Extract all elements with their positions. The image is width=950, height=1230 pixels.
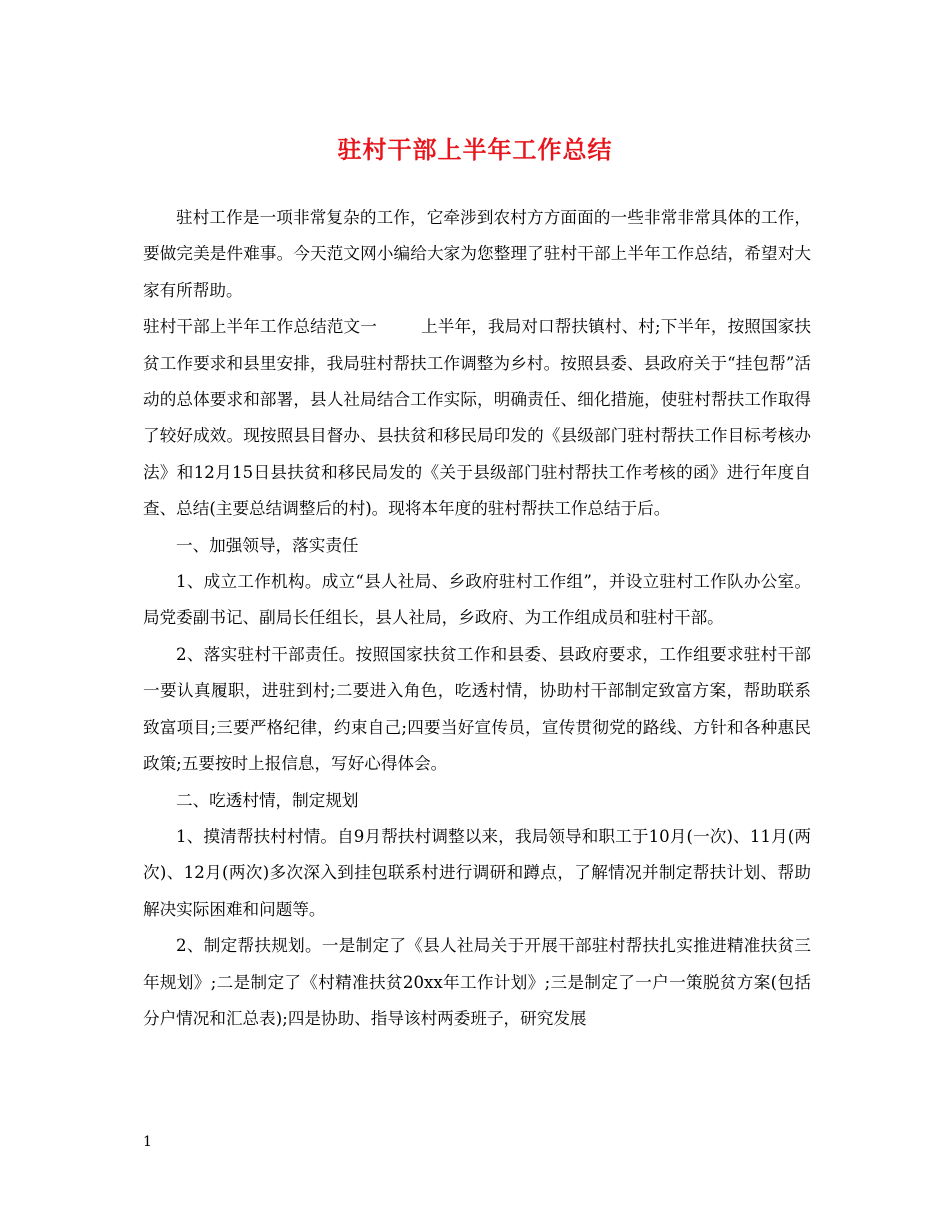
paragraph: 1、摸清帮扶村村情。自9月帮扶村调整以来，我局领导和职工于10月(一次)、11月(两次)、12月(两次)多次深入到挂包联系村进行调研和蹲点，了解情况并制定帮扶计划、帮助解决实际困难和问题等。 <box>143 826 811 919</box>
sample-lead: 上半年，我局对口帮扶镇村、村;下半年，按照国家扶贫工作要求和县里安排，我局驻村帮扶工作调整为乡村。按照县委、县政府关于“挂包帮”活动的总体要求和部署，县人社局结合工作实际，明确责任、细化措施，使驻村帮扶工作取得了较好成效。现按照县目督办、县扶贫和移民局印发的《县级部门驻村帮扶工作目标考核办法》和12月15日县扶贫和移民局发的《关于县级部门驻村帮扶工作考核的函》进行年度自查、总结(主要总结调整后的村)。现将本年度的驻村帮扶工作总结于后。 <box>143 317 812 519</box>
document-body <box>143 200 811 1037</box>
section-heading: 二、吃透村情，制定规划 <box>176 790 359 810</box>
paragraph: 2、制定帮扶规划。一是制定了《县人社局关于开展干部驻村帮扶扎实推进精准扶贫三年规划》;二是制定了《村精准扶贫20xx年工作计划》;三是制定了一户一策脱贫方案(包括分户情况和汇总表);四是协助、指导该村两委班子，研究发展 <box>143 936 811 1028</box>
sample-heading: 驻村干部上半年工作总结范文一 <box>143 317 377 337</box>
intro-paragraph: 驻村工作是一项非常复杂的工作，它牵涉到农村方方面面的一些非常非常具体的工作，要做完美是件难事。今天范文网小编给大家为您整理了驻村干部上半年工作总结，希望对大家有所帮助。 <box>143 208 811 300</box>
page-number: 1 <box>143 1134 152 1150</box>
section-heading: 一、加强领导，落实责任 <box>176 535 359 555</box>
paragraph: 1、成立工作机构。成立“县人社局、乡政府驻村工作组”，并设立驻村工作队办公室。局党委副书记、副局长任组长，县人社局，乡政府、为工作组成员和驻村干部。 <box>143 572 811 628</box>
sample-paragraph <box>143 309 811 527</box>
paragraph: 2、落实驻村干部责任。按照国家扶贫工作和县委、县政府要求，工作组要求驻村干部一要认真履职，进驻到村;二要进入角色，吃透村情，协助村干部制定致富方案，帮助联系致富项目;三要严格纪律，约束自己;四要当好宣传员，宣传贯彻党的路线、方针和各种惠民政策;五要按时上报信息，写好心得体会。 <box>143 644 811 774</box>
document-title: 驻村干部上半年工作总结 <box>337 136 613 164</box>
